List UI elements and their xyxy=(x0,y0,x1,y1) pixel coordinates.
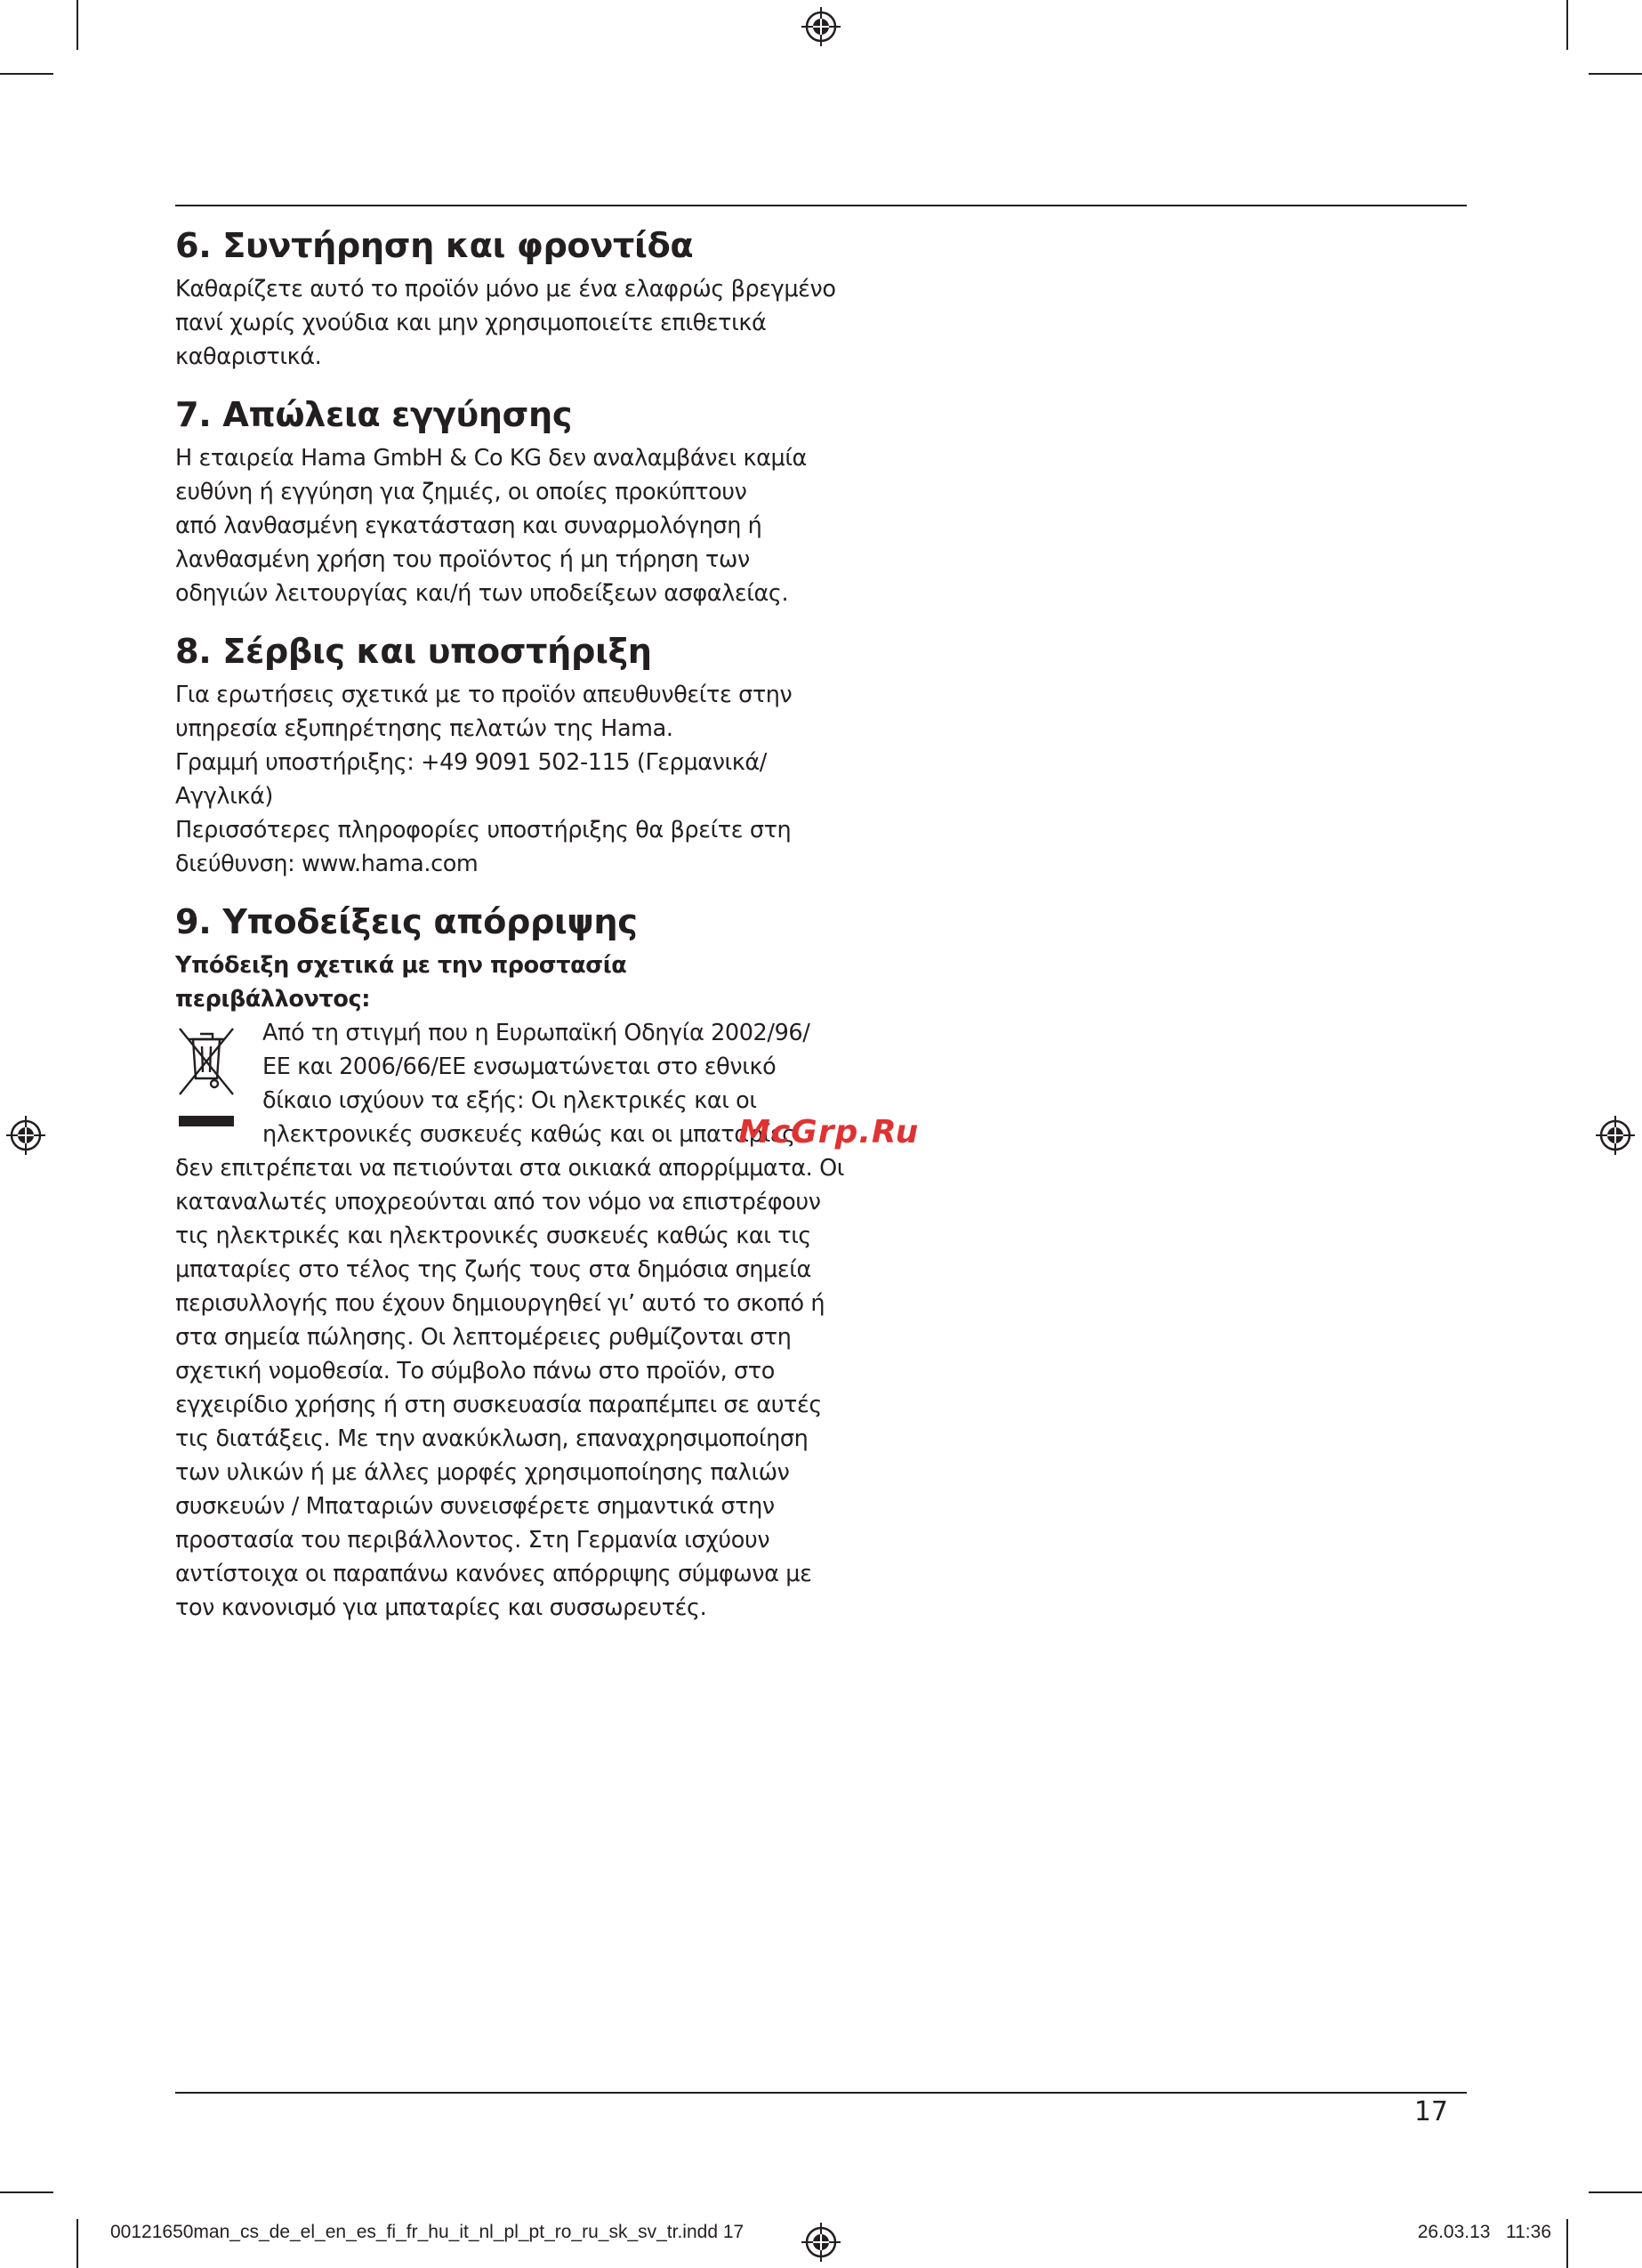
section-heading: 8. Σέρβις και υποστήριξη xyxy=(175,632,652,672)
print-slug-date: 26.03.13 xyxy=(1417,2222,1491,2242)
print-slug-time: 11:36 xyxy=(1506,2222,1551,2242)
section-warranty xyxy=(175,395,816,610)
section-maintenance xyxy=(175,226,836,374)
section-paragraph xyxy=(175,272,836,374)
weee-indented-text xyxy=(175,1016,816,1151)
text-line: Περισσότερες πληροφορίες υποστήριξης θα βρείτε στη xyxy=(175,817,792,843)
registration-mark-icon xyxy=(801,6,841,47)
text-line: σχετική νομοθεσία. Το σύμβολο πάνω στο προϊόν, στο xyxy=(175,1358,775,1384)
section-paragraph xyxy=(175,678,816,881)
crop-mark xyxy=(1589,2191,1642,2193)
page-number: 17 xyxy=(1413,2096,1448,2127)
text-line: Η εταιρεία Hama GmbH & Co KG δεν αναλαμβάνει καμία xyxy=(175,445,807,472)
text-line: Για ερωτήσεις σχετικά με το προϊόν απευθυνθείτε στην xyxy=(175,682,793,708)
crossed-out-wheelie-bin-icon xyxy=(175,1023,237,1128)
section-service xyxy=(175,632,816,881)
registration-mark-icon xyxy=(1595,1115,1636,1156)
text-line: των υλικών ή με άλλες μορφές χρησιμοποίησης παλιών xyxy=(175,1459,790,1486)
text-line: αντίστοιχα οι παραπάνω κανόνες απόρριψης σύμφωνα με xyxy=(175,1561,812,1587)
text-line: τις διατάξεις. Με την ανακύκλωση, επαναχρησιμοποίηση xyxy=(175,1425,809,1452)
text-line: ΕΕ και 2006/66/ΕΕ ενσωματώνεται στο εθνικό xyxy=(262,1053,777,1080)
text-line: Αγγλικά) xyxy=(175,783,273,810)
text-line: εγχειρίδιο χρήσης ή στη συσκευασία παραπέμπει σε αυτές xyxy=(175,1392,822,1418)
weee-body-text xyxy=(175,1151,844,1625)
text-line: από λανθασμένη εγκατάσταση και συναρμολόγηση ή xyxy=(175,513,762,539)
text-line: Από τη στιγμή που η Ευρωπαϊκή Οδηγία 2002/96/ xyxy=(262,1020,810,1046)
crop-mark xyxy=(0,2191,53,2193)
text-line: δεν επιτρέπεται να πετιούνται στα οικιακά απορρίμματα. Οι xyxy=(175,1155,844,1182)
crop-mark xyxy=(1566,0,1568,50)
text-line: διεύθυνση: www.hama.com xyxy=(175,851,479,877)
registration-mark-icon xyxy=(801,2222,841,2263)
registration-mark-icon xyxy=(5,1115,46,1156)
text-line: προστασία του περιβάλλοντος. Στη Γερμανία ισχύουν xyxy=(175,1527,770,1554)
subheading-line: Υπόδειξη σχετικά με την προστασία xyxy=(175,952,627,979)
section-heading: 9. Υποδείξεις απόρριψης xyxy=(175,902,638,942)
crop-mark xyxy=(1589,73,1642,75)
header-rule xyxy=(175,205,1467,206)
text-line: Γραμμή υποστήριξης: +49 9091 502-115 (Γερμανικά/ xyxy=(175,749,767,776)
subheading-line: περιβάλλοντος: xyxy=(175,986,370,1013)
print-slug-filename: 00121650man_cs_de_el_en_es_fi_fr_hu_it_nl_pl_pt_ro_ru_sk_sv_tr.indd 17 xyxy=(110,2222,745,2242)
footer-rule xyxy=(175,2092,1467,2094)
text-line: στα σημεία πώλησης. Οι λεπτομέρειες ρυθμίζονται στη xyxy=(175,1324,792,1351)
text-line: καταναλωτές υποχρεούνται από τον νόμο να επιστρέφουν xyxy=(175,1189,821,1215)
text-line: δίκαιο ισχύουν τα εξής: Οι ηλεκτρικές και οι xyxy=(262,1087,757,1114)
section-heading: 7. Απώλεια εγγύησης xyxy=(175,395,573,435)
text-line: μπαταρίες στο τέλος της ζωής τους στα δημόσια σημεία xyxy=(175,1256,811,1283)
section-heading: 6. Συντήρηση και φροντίδα xyxy=(175,226,694,266)
print-slug-datetime xyxy=(1418,2222,1551,2243)
watermark: McGrp.Ru xyxy=(738,1114,920,1150)
text-line: συσκευών / Μπαταριών συνεισφέρετε σημαντικά στην xyxy=(175,1493,775,1520)
text-line: ευθύνη ή εγγύηση για ζημιές, οι οποίες προκύπτουν xyxy=(175,479,747,505)
text-line: υπηρεσία εξυπηρέτησης πελατών της Hama. xyxy=(175,715,673,742)
crop-mark xyxy=(1566,2219,1568,2268)
text-line: λανθασμένη χρήση του προϊόντος ή μη τήρηση των xyxy=(175,546,750,573)
disposal-subheading xyxy=(175,948,816,1016)
crop-mark xyxy=(76,0,78,50)
text-line: τον κανονισμό για μπαταρίες και συσσωρευτές. xyxy=(175,1594,707,1621)
section-paragraph xyxy=(175,441,816,610)
text-line: ηλεκτρονικές συσκευές καθώς και οι μπαταρίες xyxy=(262,1121,795,1148)
text-line: καθαριστικά. xyxy=(175,343,322,370)
text-line: περισυλλογής που έχουν δημιουργηθεί γι’ αυτό το σκοπό ή xyxy=(175,1290,825,1317)
text-line: οδηγιών λειτουργίας και/ή των υποδείξεων ασφαλείας. xyxy=(175,580,789,607)
text-line: τις ηλεκτρικές και ηλεκτρονικές συσκευές καθώς και τις xyxy=(175,1223,811,1249)
crop-mark xyxy=(0,73,53,75)
text-line: πανί χωρίς χνούδια και μην χρησιμοποιείτε επιθετικά xyxy=(175,310,767,336)
text-line: Καθαρίζετε αυτό το προϊόν μόνο με ένα ελαφρώς βρεγμένο xyxy=(175,276,836,303)
crop-mark xyxy=(76,2219,78,2268)
